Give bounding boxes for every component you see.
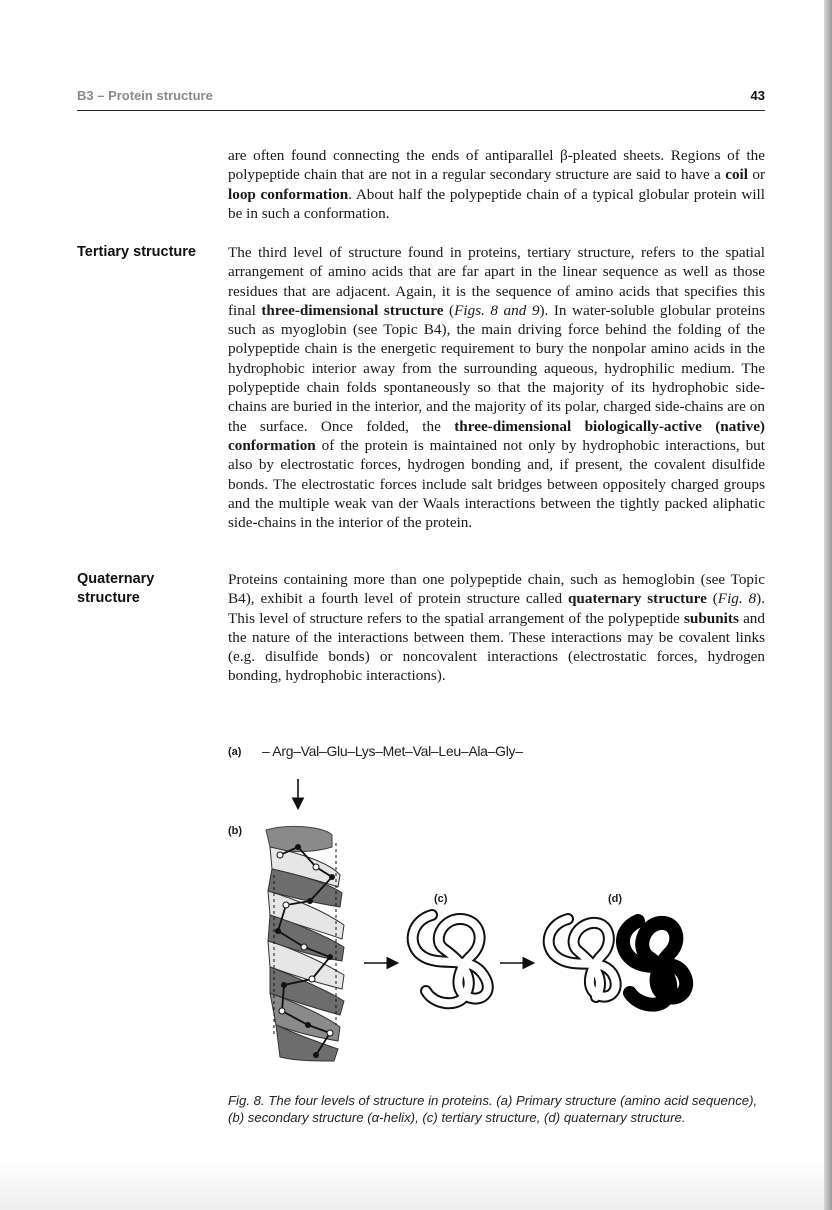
running-head	[77, 88, 765, 111]
quaternary-paragraph	[228, 570, 765, 686]
text-run: of the protein is maintained not only by hydrophobic interactions, but also by electrostatic forces, hydrogen bonding and, if present, the covalent disulfide bonds. The electrostatic forces include salt bridges between oppositely charged groups and the multiple weak van der Waals interactions between the tightly packed aliphatic side-chains in the interior of the protein.	[228, 436, 765, 532]
intro-paragraph	[228, 146, 765, 223]
quaternary-structure-diagram	[549, 919, 686, 1005]
heading-line: Quaternary	[77, 571, 155, 587]
bold-term: three-dimensional biologically-active (native) conformation	[228, 417, 765, 454]
text-run: and the nature of the interactions between them. These interactions may be covalent links (e.g. disulfide bonds) or noncovalent interactions (electrostatic forces, hydrogen bonding, hydrophobic interactions).	[228, 609, 765, 685]
bold-term: loop conformation	[228, 185, 349, 203]
text-run: are often found connecting the ends of antiparallel β-pleated sheets. Regions of the polypeptide chain that are not in a regular secondary structure are said to have a	[228, 147, 765, 184]
quaternary-heading	[77, 570, 222, 609]
text-run: ). This level of structure refers to the spatial arrangement of the polypeptide	[228, 590, 766, 627]
heading-line: structure	[77, 590, 140, 607]
bold-term: coil	[725, 166, 748, 184]
figure-reference: Figs. 8 and 9	[454, 301, 540, 319]
page-number: 43	[750, 88, 765, 103]
figure-label-b: (b)	[228, 825, 243, 837]
text-run: (	[706, 590, 718, 608]
figure-graphics	[220, 735, 780, 1080]
section-title: B3 – Protein structure	[77, 88, 213, 103]
alpha-helix-diagram	[266, 826, 344, 1061]
text-run: ). In water-soluble globular proteins such as myoglobin (see Topic B4), the main driving force behind the folding of the polypeptide chain is the energetic requirement to bury the nonpolar amino acids in the hydrophobic interior away from the surrounding aqueous, hydrophilic medium. The polypeptide chain folds spontaneously so that the majority of its hydrophobic side-chains are buried in the interior, and the majority of its polar, charged side-chains are on the surface. Once folded, the	[228, 301, 765, 435]
primary-sequence: – Arg–Val–Glu–Lys–Met–Val–Leu–Ala–Gly–	[262, 743, 523, 759]
text-run: (	[443, 301, 455, 319]
figure-label-c: (c)	[434, 893, 448, 905]
bold-term: three-dimensional structure	[261, 301, 444, 319]
figure-label-d: (d)	[608, 893, 623, 905]
figure-reference: Fig. 8	[717, 590, 757, 608]
tertiary-paragraph	[228, 243, 765, 532]
text-run: . About half the polypeptide chain of a typical globular protein will be in such a conformation.	[228, 185, 765, 222]
figure-caption: Fig. 8. The four levels of structure in proteins. (a) Primary structure (amino acid sequence), (b) secondary structure (α-helix), (c) tertiary structure, (d) quaternary structure.	[228, 1093, 758, 1125]
tertiary-structure-diagram	[413, 915, 488, 1003]
text-run: Proteins containing more than one polypeptide chain, such as hemoglobin (see Topic B4), exhibit a fourth level of protein structure called	[228, 571, 765, 608]
page-edge-shadow	[824, 0, 832, 1210]
figure-8	[220, 735, 780, 1080]
tertiary-heading: Tertiary structure	[77, 244, 196, 260]
bold-term: subunits	[683, 609, 739, 627]
text-run: The third level of structure found in proteins, tertiary structure, refers to the spatial arrangement of amino acids that are far apart in the linear sequence as well as those residues that are adjacent. Again, it is the sequence of amino acids that specifies this final	[228, 244, 765, 319]
page-bottom-shadow	[0, 1160, 824, 1210]
figure-label-a: (a)	[228, 746, 242, 758]
text-run: or	[747, 166, 765, 184]
bold-term: quaternary structure	[567, 590, 707, 608]
